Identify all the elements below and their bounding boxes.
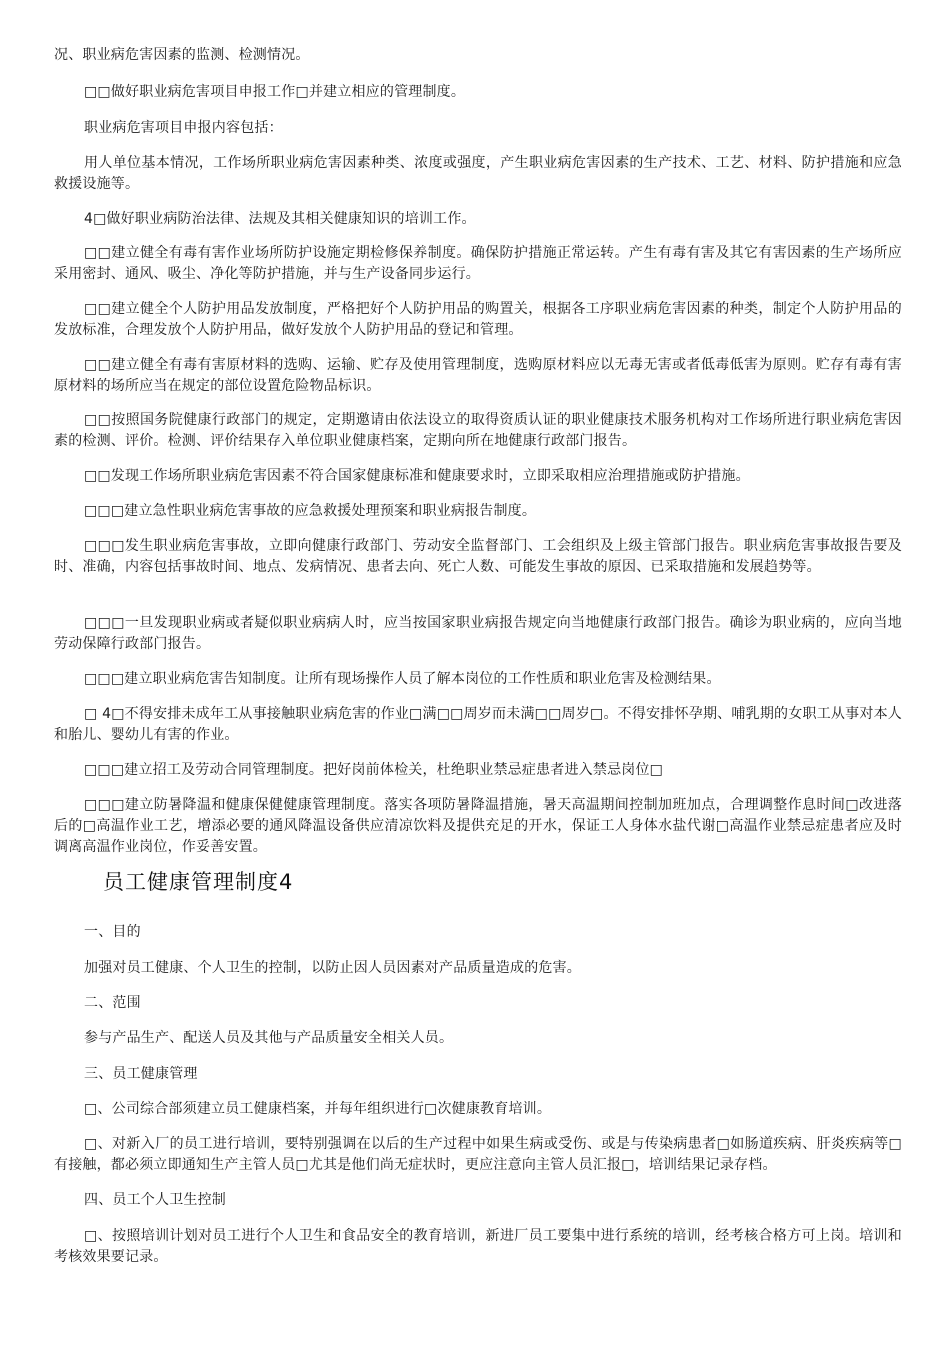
paragraph-declaration-work: □□做好职业病危害项目申报工作□并建立相应的管理制度。 xyxy=(84,84,466,100)
paragraph-declaration-content: 用人单位基本情况，工作场所职业病危害因素种类、浓度或强度，产生职业病危害因素的生产技术、工艺、材料、防护措施和应急救援设施等。 xyxy=(54,155,902,192)
paragraph-minor-female-workers: □ 4□不得安排未成年工从事接触职业病危害的作业□满□□周岁而未满□□周岁□。不得安排怀孕期、哺乳期的女职工从事对本人和胎儿、婴幼儿有害的作业。 xyxy=(54,706,902,743)
paragraph-protective-facility-maintenance: □□建立健全有毒有害作业场所防护设施定期检修保养制度。确保防护措施正常运转。产生有毒有害及其它有害因素的生产场所应采用密封、通风、吸尘、净化等防护措施，并与生产设备同步运行。 xyxy=(54,245,902,282)
paragraph-hygiene-training: □、按照培训计划对员工进行个人卫生和食品安全的教育培训，新进厂员工要集中进行系统的培训，经考核合格方可上岗。培训和考核效果要记录。 xyxy=(54,1228,902,1265)
paragraph-scope: 参与产品生产、配送人员及其他与产品质量安全相关人员。 xyxy=(84,1030,454,1046)
paragraph-hazardous-materials: □□建立健全有毒有害原材料的选购、运输、贮存及使用管理制度，选购原材料应以无毒无害或者低毒低害为原则。贮存有毒有害原材料的场所应当在规定的部位设置危险物品标识。 xyxy=(54,357,902,394)
paragraph-hazard-notification: □□□建立职业病危害告知制度。让所有现场操作人员了解本岗位的工作性质和职业危害及检测结果。 xyxy=(84,671,721,687)
paragraph-disease-reporting: □□□一旦发现职业病或者疑似职业病病人时，应当按国家职业病报告规定向当地健康行政部门报告。确诊为职业病的，应向当地劳动保障行政部门报告。 xyxy=(54,615,902,652)
paragraph-purpose-title: 一、目的 xyxy=(84,924,141,940)
section-heading: 员工健康管理制度4 xyxy=(103,870,294,894)
paragraph-health-management-title: 三、员工健康管理 xyxy=(84,1066,198,1082)
paragraph-emergency-plan: □□□建立急性职业病危害事故的应急救援处理预案和职业病报告制度。 xyxy=(84,503,537,519)
paragraph-personal-hygiene-title: 四、员工个人卫生控制 xyxy=(84,1192,226,1208)
paragraph-monitoring-status: 况、职业病危害因素的监测、检测情况。 xyxy=(54,47,310,63)
paragraph-health-records: □、公司综合部须建立员工健康档案，并每年组织进行□次健康教育培训。 xyxy=(84,1101,552,1117)
paragraph-training-work: 4□做好职业病防治法律、法规及其相关健康知识的培训工作。 xyxy=(84,211,476,227)
paragraph-nonconformity-handling: □□发现工作场所职业病危害因素不符合国家健康标准和健康要求时，立即采取相应治理措施或防护措施。 xyxy=(84,468,750,484)
paragraph-accident-reporting: □□□发生职业病危害事故，立即向健康行政部门、劳动安全监督部门、工会组织及上级主管部门报告。职业病危害事故报告要及时、准确，内容包括事故时间、地点、发病情况、患者去向、死亡人数、可能发生事故的原因、已采取措施和发展趋势等。 xyxy=(54,538,902,575)
paragraph-personal-protective-equipment: □□建立健全个人防护用品发放制度，严格把好个人防护用品的购置关，根据各工序职业病危害因素的种类，制定个人防护用品的发放标准，合理发放个人防护用品，做好发放个人防护用品的登记和管理。 xyxy=(54,301,902,338)
paragraph-purpose: 加强对员工健康、个人卫生的控制，以防止因人员因素对产品质量造成的危害。 xyxy=(84,960,581,976)
paragraph-hazard-detection: □□按照国务院健康行政部门的规定，定期邀请由依法设立的取得资质认证的职业健康技术服务机构对工作场所进行职业病危害因素的检测、评价。检测、评价结果存入单位职业健康档案，定期向所在地健康行政部门报告。 xyxy=(54,412,902,449)
paragraph-scope-title: 二、范围 xyxy=(84,995,141,1011)
paragraph-new-employee-training: □、对新入厂的员工进行培训，要特别强调在以后的生产过程中如果生病或受伤、或是与传染病患者□如肠道疾病、肝炎疾病等□有接触，都必须立即通知生产主管人员□尤其是他们尚无症状时，更应注意向主管人员汇报□，培训结果记录存档。 xyxy=(54,1136,902,1173)
paragraph-declaration-content-title: 职业病危害项目申报内容包括： xyxy=(84,120,283,136)
paragraph-recruitment-contract: □□□建立招工及劳动合同管理制度。把好岗前体检关，杜绝职业禁忌症患者进入禁忌岗位□ xyxy=(84,762,664,778)
paragraph-heat-prevention: □□□建立防暑降温和健康保健健康管理制度。落实各项防暑降温措施，暑天高温期间控制加班加点，合理调整作息时间□改进落后的□高温作业工艺，增添必要的通风降温设备供应清凉饮料及提供充足的开水，保证工人身体水盐代谢□高温作业禁忌症患者应及时调离高温作业岗位，作妥善安置。 xyxy=(54,797,902,855)
